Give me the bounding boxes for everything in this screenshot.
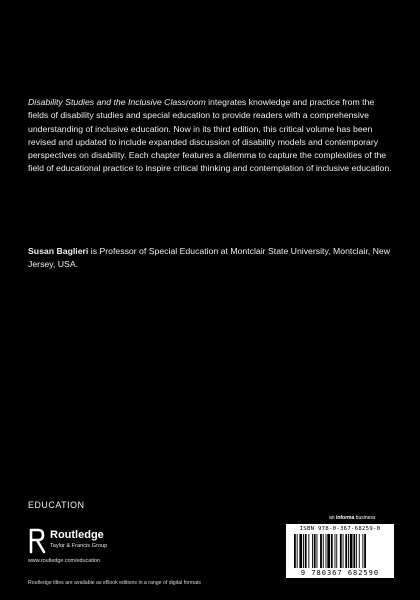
subject-label: EDUCATION: [28, 500, 85, 510]
informa-tagline: [329, 515, 375, 521]
barcode-bar: [345, 534, 347, 568]
book-title: Disability Studies and the Inclusive Classroom: [28, 97, 206, 107]
barcode-bar: [305, 534, 307, 568]
barcode-bar: [326, 534, 327, 568]
barcode-bar: [343, 534, 344, 568]
barcode-bar: [353, 534, 355, 568]
barcode-bar: [317, 534, 318, 568]
barcode-bar: [336, 534, 337, 568]
barcode-icon: [290, 534, 390, 568]
author-name: Susan Baglieri: [28, 246, 89, 256]
barcode-bar: [359, 534, 360, 568]
barcode-bar: [362, 534, 363, 568]
barcode-bar: [299, 534, 302, 568]
barcode-box: [286, 524, 394, 578]
barcode-bar: [294, 534, 296, 568]
isbn-text: ISBN 978-0-367-68259-0: [299, 526, 381, 532]
publisher-name: Routledge: [50, 529, 104, 541]
barcode-bar: [303, 534, 304, 568]
barcode-bar: [364, 534, 366, 568]
barcode-bar: [331, 534, 333, 568]
blurb-paragraph: [28, 96, 392, 176]
barcode-bar: [350, 534, 353, 568]
barcode-bar: [314, 534, 316, 568]
barcode-bar: [320, 534, 322, 568]
publisher-logo-block: [28, 528, 228, 568]
publisher-group: Taylor & Francis Group: [50, 543, 108, 549]
author-bio: [28, 245, 392, 272]
barcode-bar: [312, 534, 313, 568]
ebook-note: Routledge titles are available as eBook editions in a range of digital formats: [28, 580, 202, 586]
barcode-bar: [308, 534, 309, 568]
barcode-bar: [327, 534, 330, 568]
routledge-logo-icon: [28, 528, 46, 554]
barcode-bar: [297, 534, 298, 568]
barcode-bar: [335, 534, 336, 568]
informa-suffix: business: [354, 515, 376, 521]
barcode-bar: [323, 534, 324, 568]
informa-brand: informa: [335, 515, 355, 521]
author-bio-text: is Professor of Special Education at Montclair State University, Montclair, New Jersey, USA.: [28, 246, 390, 270]
ean-digits: 9 780367 682590: [300, 569, 380, 577]
publisher-url: www.routledge.com/education: [28, 558, 100, 564]
blurb-text: integrates knowledge and practice from the fields of disability studies and special education to provide readers with a comprehensive understanding of inclusive education. Now in its third edition, this critical volume has been revised and updated to include expanded discussion of disability models and contemporary perspectives on disability. Each chapter features a dilemma to capture the complexities of the field of educational practice to inspire critical thinking and contemplation of inclusive education.: [28, 97, 392, 174]
barcode-bar: [340, 534, 342, 568]
informa-prefix: an: [329, 515, 336, 521]
barcode-bar: [356, 534, 357, 568]
barcode-bar: [348, 534, 349, 568]
